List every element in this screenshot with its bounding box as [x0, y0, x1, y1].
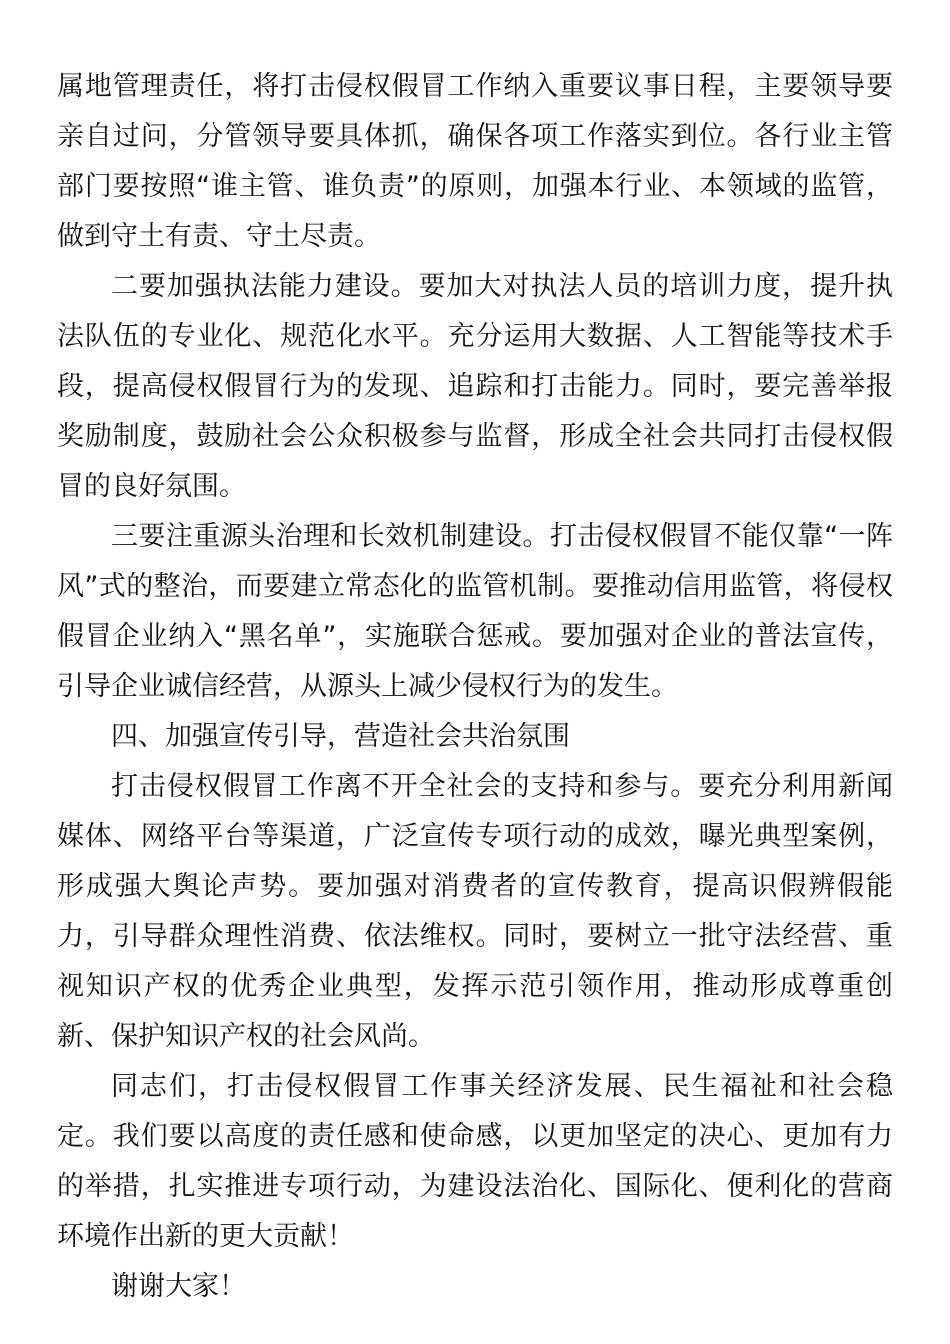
paragraph-1: 属地管理责任，将打击侵权假冒工作纳入重要议事日程，主要领导要亲自过问，分管领导要具体抓，确保各项工作落实到位。各行业主管部门要按照“谁主管、谁负责”的原则，加强本行业、本领域的监管，做到守土有责、守土尽责。 [57, 71, 893, 252]
closing-thanks: 谢谢大家！ [111, 1271, 246, 1302]
paragraph-3: 三要注重源头治理和长效机制建设。打击侵权假冒不能仅靠“一阵风”式的整治，而要建立常态化的监管机制。要推动信用监管，将侵权假冒企业纳入“黑名单”，实施联合惩戒。要加强对企业的普法宣传，引导企业诚信经营，从源头上减少侵权行为的发生。 [57, 521, 893, 702]
paragraph-5: 同志们，打击侵权假冒工作事关经济发展、民生福祉和社会稳定。我们要以高度的责任感和使命感，以更加坚定的决心、更加有力的举措，扎实推进专项行动，为建设法治化、国际化、便利化的营商环境作出新的更大贡献！ [57, 1071, 893, 1252]
paragraph-4: 打击侵权假冒工作离不开全社会的支持和参与。要充分利用新闻媒体、网络平台等渠道，广泛宣传专项行动的成效，曝光典型案例，形成强大舆论声势。要加强对消费者的宣传教育，提高识假辨假能力，引导群众理性消费、依法维权。同时，要树立一批守法经营、重视知识产权的优秀企业典型，发挥示范引领作用，推动形成尊重创新、保护知识产权的社会风尚。 [57, 771, 893, 1052]
document-body [57, 62, 893, 1312]
paragraph-2: 二要加强执法能力建设。要加大对执法人员的培训力度，提升执法队伍的专业化、规范化水平。充分运用大数据、人工智能等技术手段，提高侵权假冒行为的发现、追踪和打击能力。同时，要完善举报奖励制度，鼓励社会公众积极参与监督，形成全社会共同打击侵权假冒的良好氛围。 [57, 271, 893, 502]
section-heading: 四、加强宣传引导，营造社会共治氛围 [111, 721, 570, 752]
